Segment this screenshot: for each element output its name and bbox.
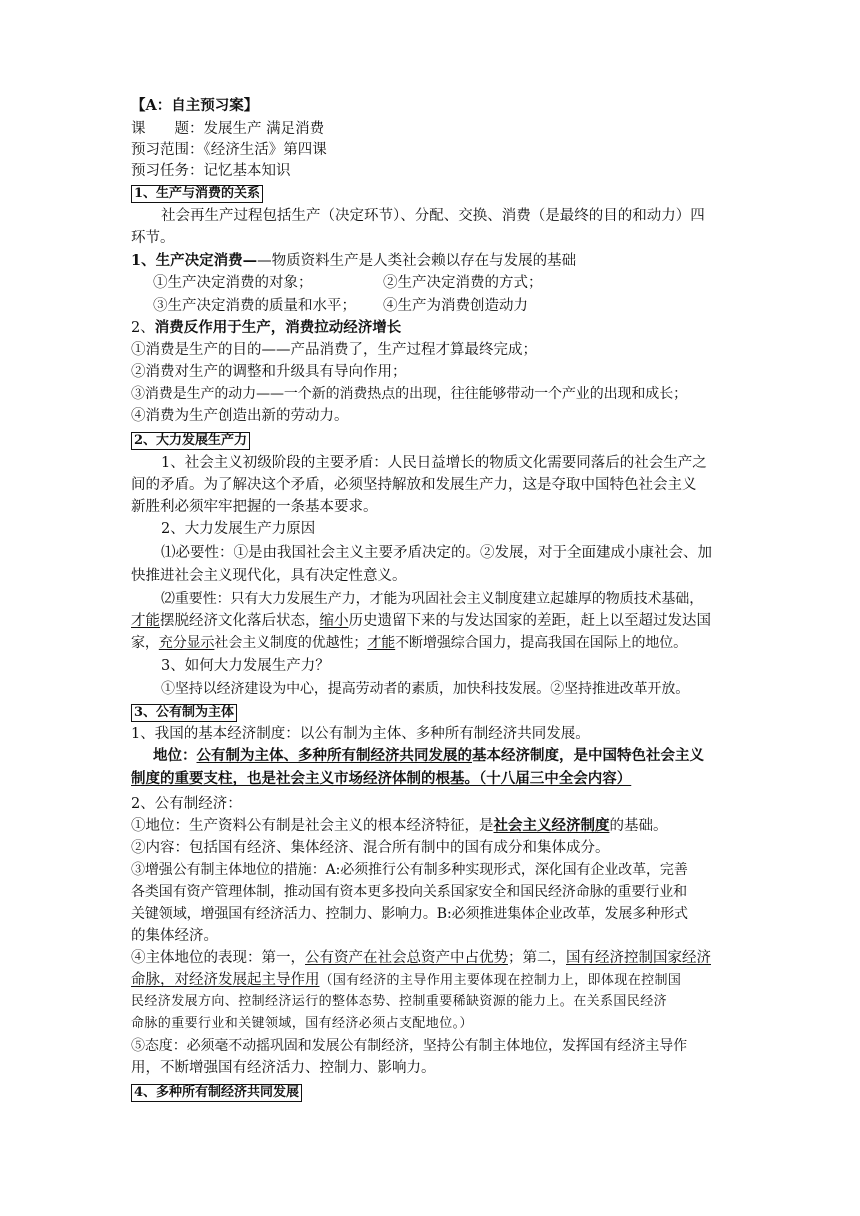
paragraph-line: 间的矛盾。为了解决这个矛盾，必须坚持解放和发展生产力，这是夺取中国特色社会主义 (131, 477, 697, 493)
underlined-text: 命脉，对经济发展起主导作用 (131, 972, 320, 988)
text-run: 的基础。 (609, 818, 668, 834)
point-2-title: 消费反作用于生产，消费拉动经济增长 (154, 319, 402, 336)
point-1-line (131, 251, 576, 271)
text-run: 地位： (153, 747, 197, 764)
point-1-title: 1、生产决定消费— (131, 252, 258, 269)
underlined-text: 才能 (131, 613, 160, 629)
paragraph-line: 2、公有制经济： (131, 796, 242, 812)
point-2-number: 2、 (131, 320, 155, 336)
section-2-heading-wrap (131, 430, 250, 450)
paragraph-line (131, 816, 668, 836)
underlined-text: 公有制为主体、多种所有制经济共同发展的 (196, 747, 472, 764)
section-heading: 1、生产与消费的关系 (131, 185, 263, 203)
text-run: 家， (131, 635, 159, 651)
paragraph-line: ③增强公有制主体地位的措施：A:必须推行公有制多种实现形式，深化国有企业改革，完善 (131, 862, 688, 878)
text-run: 不断增强综合国力，提高我国在国际上的地位。 (395, 635, 688, 651)
paragraph-line: 社会再生产过程包括生产（决定环节）、分配、交换、消费（是最终的目的和动力）四 (161, 208, 705, 224)
section-heading: 3、公有制为主体 (131, 704, 237, 722)
list-item: ④生产为消费创造动力 (383, 298, 528, 314)
section-4-heading-wrap (131, 1082, 302, 1102)
paragraph-line: 新胜利必须牢牢把握的一条基本要求。 (131, 499, 378, 515)
paragraph-line: 命脉的重要行业和关键领域，国有经济必须占支配地位。） (131, 1016, 473, 1031)
text-run: 历史遗留下来的与发达国家的差距，赶上以至超过发达国 (348, 613, 711, 629)
underlined-text: 公有资产在社会总资产中占优势 (305, 950, 508, 966)
list-item: ②生产决定消费的方式； (383, 275, 543, 291)
section-heading: 4、多种所有制经济共同发展 (131, 1084, 302, 1102)
section-3-heading-wrap (131, 702, 237, 722)
underlined-text: 缩小 (319, 613, 349, 629)
paragraph-line: 3、如何大力发展生产力？ (161, 658, 330, 674)
paragraph-line: 2、大力发展生产力原因 (161, 521, 316, 537)
paragraph-line: 的集体经济。 (131, 928, 218, 944)
list-item: ③生产决定消费的质量和水平； (153, 298, 356, 314)
paragraph-line (131, 970, 681, 991)
topic-line: 课 题：发展生产 满足消费 (131, 121, 325, 137)
paragraph-line: 用，不断增强国有经济活力、控制力、影响力。 (131, 1060, 436, 1076)
paragraph-line (131, 611, 711, 631)
paragraph-line: 民经济发展方向、控制经济运行的整体态势、控制重要稀缺资源的能力上。在关系国民经济 (131, 994, 668, 1009)
scope-line: 预习范围：《经济生活》第四课 (131, 142, 327, 158)
list-item: ③消费是生产的动力——一个新的消费热点的出现，往往能够带动一个产业的出现和成长； (131, 386, 687, 402)
section-heading: 2、大力发展生产力 (131, 432, 250, 450)
text-run: 基本经济制度，是中国特色社会主义 (472, 747, 704, 764)
paragraph-line (131, 633, 687, 653)
document-title: 【A：自主预习案】 (131, 97, 259, 114)
section-1-heading-wrap (131, 183, 263, 203)
list-item: ①生产决定消费的对象； (153, 275, 313, 291)
paragraph-line: ①坚持以经济建设为中心，提高劳动者的素质，加快科技发展。②坚持推进改革开放。 (161, 681, 690, 697)
task-line: 预习任务：记忆基本知识 (131, 163, 291, 179)
text-run: ④主体地位的表现：第一， (131, 950, 305, 966)
text-run: 摆脱经济文化落后状态， (160, 613, 320, 629)
list-item: ④消费为生产创造出新的劳动力。 (131, 408, 349, 424)
paragraph-line: 1、我国的基本经济制度：以公有制为主体、多种所有制经济共同发展。 (131, 726, 590, 742)
point-1-text: —物质资料生产是人类社会赖以存在与发展的基础 (257, 253, 577, 269)
text-run: 社会主义制度的优越性； (214, 635, 368, 651)
list-item: ②消费对生产的调整和升级具有导向作用； (131, 364, 407, 380)
paragraph-line: ⑤态度：必须毫不动摇巩固和发展公有制经济，坚持公有制主体地位，发挥国有经济主导作 (131, 1038, 687, 1054)
paragraph-line (131, 948, 711, 968)
paragraph-line: 关键领域，增强国有经济活力、控制力、影响力。B:必须推进集体企业改革，发展多种形式 (131, 906, 688, 922)
paragraph-line: ⑴必要性：①是由我国社会主义主要矛盾决定的。②发展，对于全面建成小康社会、加 (161, 545, 712, 561)
underlined-text: 国有经济控制国家经济 (566, 950, 711, 966)
underlined-text: 社会主义经济制度 (493, 817, 610, 834)
text-run: （国有经济的主导作用主要体现在控制力上，即体现在控制国 (319, 973, 682, 988)
paragraph-line: ②内容：包括国有经济、集体经济、混合所有制中的国有成分和集体成分。 (131, 840, 610, 856)
text-run: ①地位：生产资料公有制是社会主义的根本经济特征，是 (131, 818, 494, 834)
paragraph-line: 1、社会主义初级阶段的主要矛盾：人民日益增长的物质文化需要同落后的社会生产之 (161, 455, 707, 471)
status-statement-cont: 制度的重要支柱，也是社会主义市场经济体制的根基。（十八届三中全会内容） (131, 770, 632, 787)
paragraph-line: 环节。 (131, 230, 175, 246)
underlined-text: 充分显示 (158, 635, 215, 651)
list-item: ①消费是生产的目的——产品消费了，生产过程才算最终完成； (131, 342, 537, 358)
point-2-line (131, 318, 401, 338)
status-statement (153, 746, 704, 766)
underlined-text: 才能 (367, 635, 396, 651)
text-run: ；第二， (508, 950, 566, 966)
paragraph-line: 各类国有资产管理体制，推动国有资本更多投向关系国家安全和国民经济命脉的重要行业和 (131, 884, 687, 900)
paragraph-line: 快推进社会主义现代化，具有决定性意义。 (131, 568, 407, 584)
paragraph-line: ⑵重要性：只有大力发展生产力，才能为巩固社会主义制度建立起雄厚的物质技术基础， (161, 591, 704, 607)
